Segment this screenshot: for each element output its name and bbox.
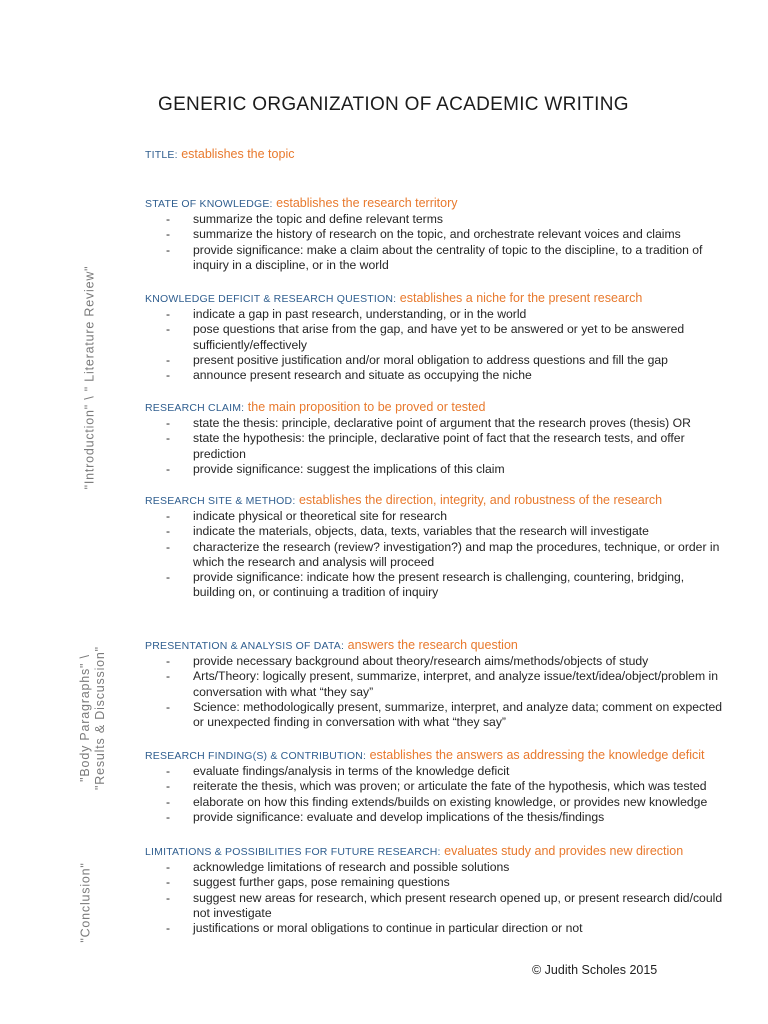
list-item bbox=[145, 764, 725, 779]
list-item bbox=[145, 462, 725, 477]
section-description: establishes a niche for the present research bbox=[399, 291, 643, 305]
list-item-text: provide necessary background about theory/research aims/methods/objects of study bbox=[193, 654, 649, 668]
bullet-list bbox=[145, 307, 725, 383]
list-item bbox=[145, 540, 725, 571]
section-heading bbox=[145, 146, 725, 163]
section-label: RESEARCH SITE & METHOD: bbox=[145, 495, 296, 507]
bullet-list bbox=[145, 509, 725, 601]
list-item-text: provide significance: indicate how the present research is challenging, countering, bridging, building on, or continuing a tradition of inquiry bbox=[193, 570, 685, 600]
side-label-body-line-2: "Results & Discussion" bbox=[93, 646, 107, 790]
list-item bbox=[145, 431, 725, 462]
section-limitations-future bbox=[145, 843, 725, 936]
section-heading bbox=[145, 843, 725, 860]
list-item bbox=[145, 322, 725, 353]
list-item bbox=[145, 509, 725, 524]
list-item-text: evaluate findings/analysis in terms of the knowledge deficit bbox=[193, 764, 510, 778]
dash-bullet: - bbox=[166, 921, 171, 936]
section-description: establishes the answers as addressing the knowledge deficit bbox=[369, 748, 705, 762]
list-item-text: indicate the materials, objects, data, texts, variables that the research will investigate bbox=[193, 524, 649, 539]
dash-bullet: - bbox=[166, 352, 171, 367]
side-label-body-paragraphs bbox=[78, 588, 108, 848]
dash-bullet: - bbox=[166, 809, 171, 824]
section-research-site-method bbox=[145, 492, 725, 601]
list-item-text: pose questions that arise from the gap, and have yet to be answered or yet to be answered sufficiently/effectively bbox=[193, 322, 685, 352]
list-item bbox=[145, 368, 725, 383]
list-item-text: provide significance: evaluate and develop implications of the thesis/findings bbox=[193, 809, 605, 824]
dash-bullet: - bbox=[166, 890, 171, 905]
list-item bbox=[145, 921, 725, 936]
dash-bullet: - bbox=[166, 539, 171, 554]
section-knowledge-deficit bbox=[145, 290, 725, 383]
list-item-text: suggest further gaps, pose remaining questions bbox=[193, 875, 450, 890]
list-item bbox=[145, 227, 725, 242]
section-label: RESEARCH CLAIM: bbox=[145, 402, 245, 414]
section-label: TITLE: bbox=[145, 149, 178, 161]
list-item bbox=[145, 810, 725, 825]
list-item-text: suggest new areas for research, which present research opened up, or present research did/could not investigate bbox=[193, 890, 723, 920]
list-item bbox=[145, 243, 725, 274]
list-item bbox=[145, 353, 725, 368]
list-item-text: elaborate on how this finding extends/builds on existing knowledge, or provides new knowledge bbox=[193, 794, 708, 809]
section-description: establishes the direction, integrity, and robustness of the research bbox=[298, 493, 663, 507]
bullet-list bbox=[145, 860, 725, 936]
dash-bullet: - bbox=[166, 654, 171, 668]
section-heading bbox=[145, 747, 725, 764]
list-item-text: provide significance: suggest the implications of this claim bbox=[193, 461, 505, 476]
list-item-text: summarize the history of research on the topic, and orchestrate relevant voices and claims bbox=[193, 227, 681, 242]
dash-bullet: - bbox=[166, 570, 171, 585]
section-state-of-knowledge bbox=[145, 195, 725, 273]
list-item-text: acknowledge limitations of research and possible solutions bbox=[193, 860, 510, 874]
dash-bullet: - bbox=[166, 322, 171, 337]
dash-bullet: - bbox=[166, 509, 171, 523]
list-item-text: reiterate the thesis, which was proven; or articulate the fate of the hypothesis, which was tested bbox=[193, 779, 707, 794]
section-heading bbox=[145, 195, 725, 212]
list-item-text: announce present research and situate as occupying the niche bbox=[193, 368, 532, 383]
list-item bbox=[145, 795, 725, 810]
list-item-text: justifications or moral obligations to continue in particular direction or not bbox=[193, 921, 583, 936]
list-item-text: characterize the research (review? investigation?) and map the procedures, technique, or order in which the research and analysis will proceed bbox=[193, 539, 720, 569]
section-heading bbox=[145, 637, 725, 654]
dash-bullet: - bbox=[166, 307, 171, 321]
dash-bullet: - bbox=[166, 524, 171, 539]
list-item bbox=[145, 875, 725, 890]
section-description: establishes the topic bbox=[181, 147, 295, 161]
list-item bbox=[145, 416, 725, 431]
dash-bullet: - bbox=[166, 699, 171, 714]
section-title bbox=[145, 146, 725, 163]
side-label-body-line-1: "Body Paragraphs" \ bbox=[78, 654, 92, 782]
section-label: LIMITATIONS & POSSIBILITIES FOR FUTURE RESEARCH: bbox=[145, 846, 441, 858]
dash-bullet: - bbox=[166, 416, 171, 430]
dash-bullet: - bbox=[166, 860, 171, 874]
copyright-footer: © Judith Scholes 2015 bbox=[532, 963, 658, 977]
side-label-introduction: "Introduction" \ " Literature Review" bbox=[82, 265, 97, 490]
list-item bbox=[145, 524, 725, 539]
dash-bullet: - bbox=[166, 794, 171, 809]
bullet-list bbox=[145, 212, 725, 273]
list-item-text: indicate a gap in past research, understanding, or in the world bbox=[193, 307, 527, 321]
list-item bbox=[145, 891, 725, 922]
section-heading bbox=[145, 290, 725, 307]
list-item bbox=[145, 669, 725, 700]
section-label: PRESENTATION & ANALYSIS OF DATA: bbox=[145, 640, 345, 652]
section-research-findings bbox=[145, 747, 725, 825]
list-item-text: summarize the topic and define relevant terms bbox=[193, 212, 443, 226]
dash-bullet: - bbox=[166, 779, 171, 794]
list-item-text: state the hypothesis: the principle, declarative point of fact that the research tests, and offer prediction bbox=[193, 431, 685, 461]
list-item bbox=[145, 700, 725, 731]
list-item bbox=[145, 654, 725, 669]
list-item-text: provide significance: make a claim about the centrality of topic to the discipline, to a tradition of inquiry in a discipline, or in the world bbox=[193, 242, 703, 272]
page-title: GENERIC ORGANIZATION OF ACADEMIC WRITING bbox=[158, 94, 629, 115]
list-item bbox=[145, 307, 725, 322]
section-label: RESEARCH FINDING(S) & CONTRIBUTION: bbox=[145, 750, 367, 762]
list-item-text: present positive justification and/or moral obligation to address questions and fill the gap bbox=[193, 352, 668, 367]
list-item bbox=[145, 212, 725, 227]
list-item-text: state the thesis: principle, declarative point of argument that the research proves (thesis) OR bbox=[193, 416, 691, 430]
list-item bbox=[145, 860, 725, 875]
dash-bullet: - bbox=[166, 242, 171, 257]
side-label-conclusion: "Conclusion" bbox=[78, 862, 93, 943]
section-label: KNOWLEDGE DEFICIT & RESEARCH QUESTION: bbox=[145, 293, 397, 305]
list-item-text: indicate physical or theoretical site for research bbox=[193, 509, 448, 523]
section-heading bbox=[145, 399, 725, 416]
list-item bbox=[145, 570, 725, 601]
section-description: the main proposition to be proved or tested bbox=[247, 400, 486, 414]
list-item-text: Science: methodologically present, summarize, interpret, and analyze data; comment on expected or unexpected finding in conversation with what “they say” bbox=[193, 699, 723, 730]
dash-bullet: - bbox=[166, 227, 171, 242]
dash-bullet: - bbox=[166, 212, 171, 226]
list-item bbox=[145, 779, 725, 794]
list-item-text: Arts/Theory: logically present, summarize, interpret, and analyze issue/text/idea/object/problem in conversation with what “they say” bbox=[193, 669, 718, 699]
section-research-claim bbox=[145, 399, 725, 477]
section-description: answers the research question bbox=[347, 638, 518, 652]
dash-bullet: - bbox=[166, 461, 171, 476]
bullet-list bbox=[145, 416, 725, 477]
dash-bullet: - bbox=[166, 669, 171, 684]
dash-bullet: - bbox=[166, 764, 171, 778]
dash-bullet: - bbox=[166, 431, 171, 446]
dash-bullet: - bbox=[166, 875, 171, 890]
bullet-list bbox=[145, 654, 725, 730]
bullet-list bbox=[145, 764, 725, 825]
dash-bullet: - bbox=[166, 368, 171, 383]
section-heading bbox=[145, 492, 725, 509]
section-presentation-analysis bbox=[145, 637, 725, 730]
section-description: evaluates study and provides new direction bbox=[444, 844, 684, 858]
section-label: STATE OF KNOWLEDGE: bbox=[145, 198, 273, 210]
section-description: establishes the research territory bbox=[276, 196, 458, 210]
